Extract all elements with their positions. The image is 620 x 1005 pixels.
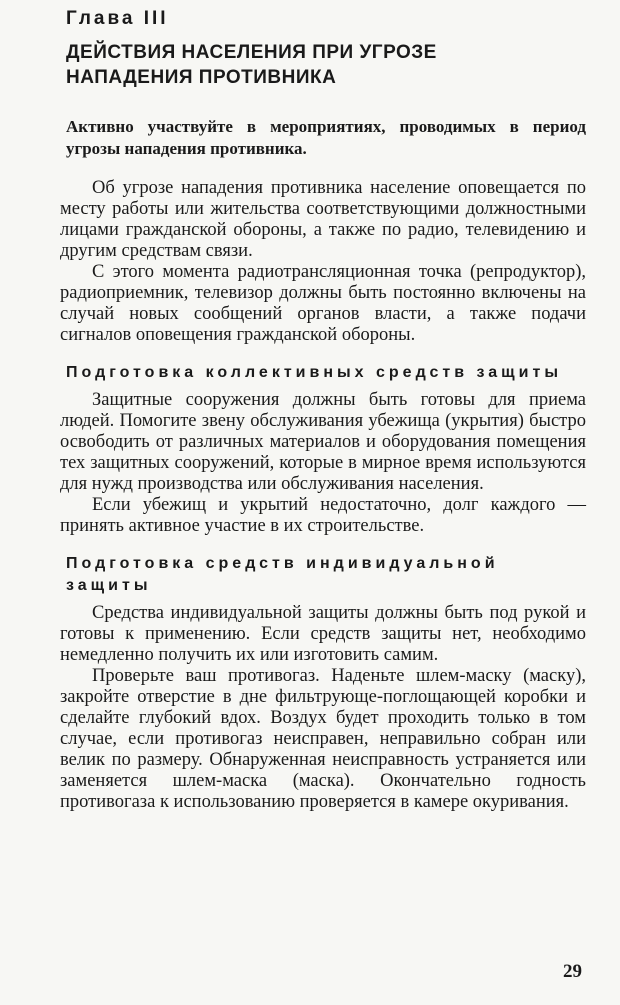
body-paragraph: Средства индивидуальной защиты должны быть под рукой и готовы к применению. Если средств защиты нет, необходимо немедленно получить их или изготовить самим. — [60, 603, 586, 665]
lead-paragraph: Активно участвуйте в мероприятиях, проводимых в период угрозы нападения противника. — [66, 117, 586, 158]
chapter-title — [66, 40, 586, 90]
chapter-label: Глава III — [66, 8, 169, 29]
body-paragraph: С этого момента радиотрансляционная точка (репродуктор), радиоприемник, телевизор должны быть постоянно включены на случай новых сообщений органов власти, а также подачи сигналов оповещения гражданской обороны. — [60, 262, 586, 345]
body-paragraph: Защитные сооружения должны быть готовы для приема людей. Помогите звену обслуживания убежища (укрытия) быстро освободить от различных материалов и оборудования помещения тех защитных сооружений, которые в мирное время используются для нужд производства или обслуживания населения. — [60, 390, 586, 494]
body-paragraph: Если убежищ и укрытий недостаточно, долг каждого — принять активное участие в их строительстве. — [60, 495, 586, 536]
page-number: 29 — [563, 961, 582, 982]
body-paragraph: Об угрозе нападения противника население оповещается по месту работы или жительства соответствующими должностными лицами гражданской обороны, а также по радио, телевидению и другим средствам связи. — [60, 178, 586, 261]
chapter-title-line: ДЕЙСТВИЯ НАСЕЛЕНИЯ ПРИ УГРОЗЕ — [66, 42, 437, 63]
body-paragraph: Проверьте ваш противогаз. Наденьте шлем-маску (маску), закройте отверстие в дне фильтрующе-поглощающей коробки и сделайте глубокий вдох. Воздух будет проходить только в том случае, если противогаз неисправен, неправильно собран или велик по размеру. Обнаруженная неисправность устраняется или заменяется шлем-маска (маска). Окончательно годность противогаза к использованию проверяется в камере окуривания. — [60, 666, 586, 812]
chapter-title-line: НАПАДЕНИЯ ПРОТИВНИКА — [66, 67, 337, 88]
section-heading: Подготовка коллективных средств защиты — [66, 364, 563, 381]
section-heading: Подготовка средств индивидуальной защиты — [66, 555, 499, 594]
